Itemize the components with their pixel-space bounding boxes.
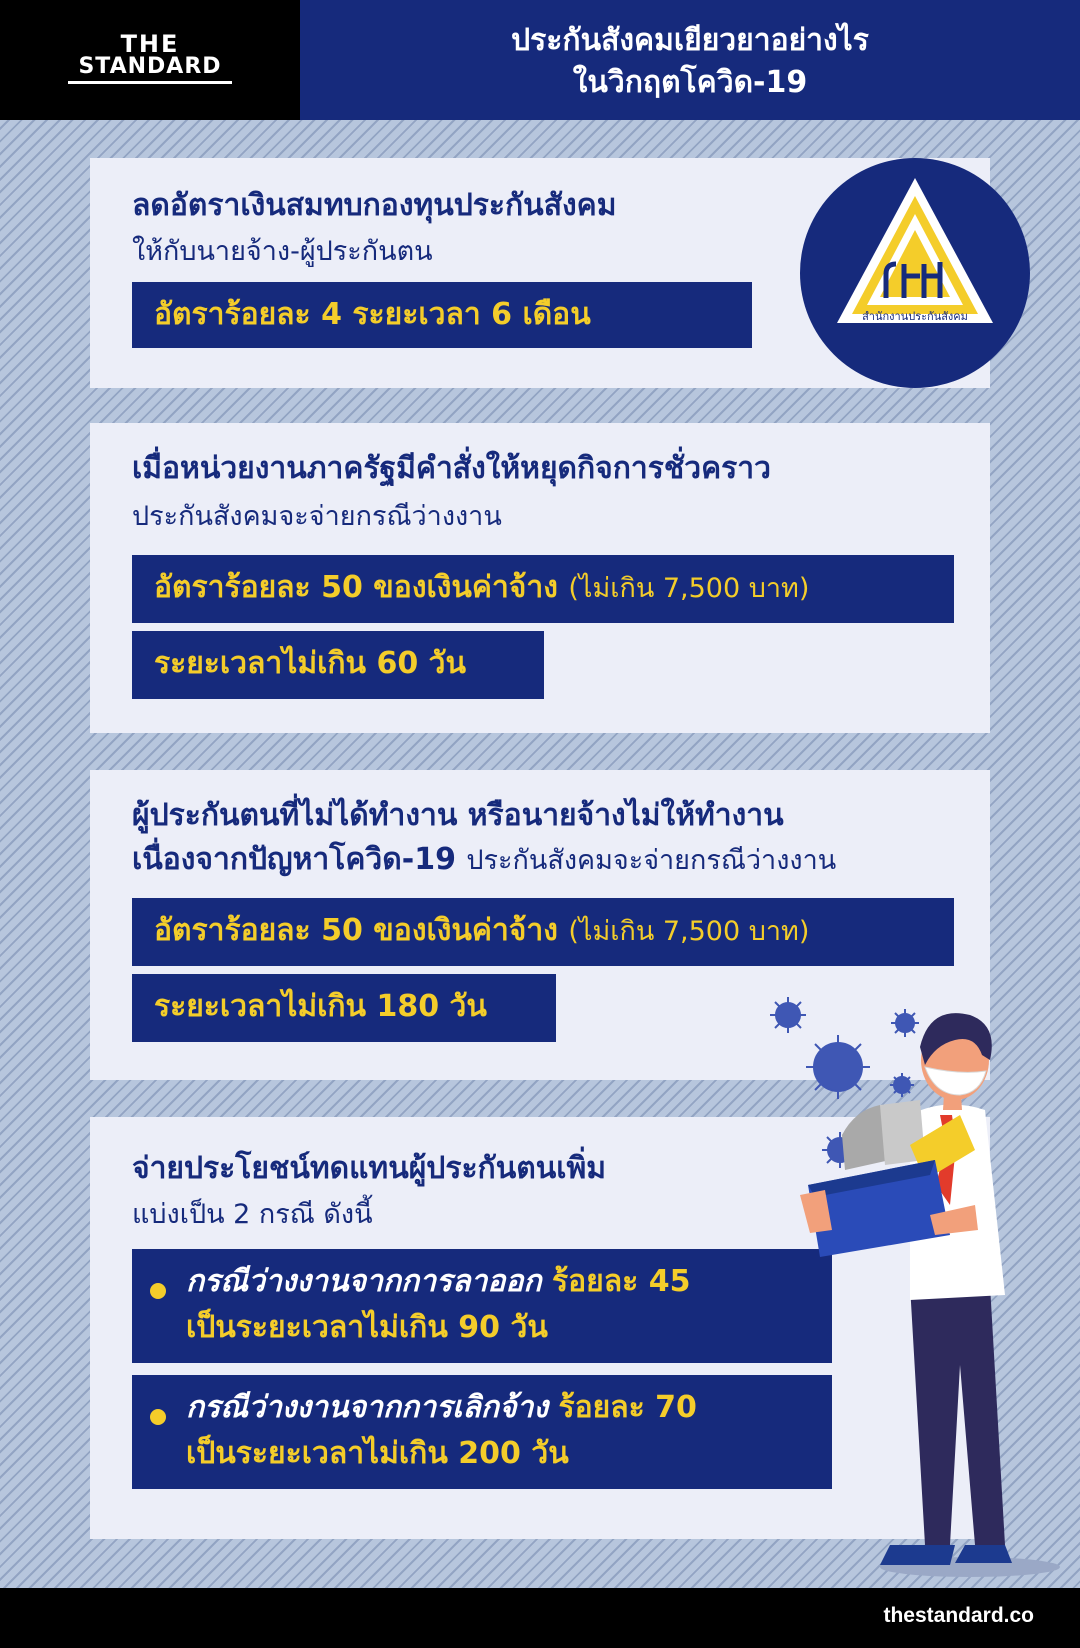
page-title <box>300 20 1080 104</box>
bullet-resignation <box>132 1249 832 1363</box>
logo-text-the: THE <box>120 30 180 58</box>
bullet-termination <box>132 1375 832 1489</box>
card2-rate-note: (ไม่เกิน 7,500 บาท) <box>568 573 810 604</box>
card2-heading: เมื่อหน่วยงานภาครัฐมีคำสั่งให้หยุดกิจการชั่วคราว <box>132 451 771 486</box>
card4-subheading: แบ่งเป็น 2 กรณี ดังนี้ <box>132 1199 373 1230</box>
card1-subheading: ให้กับนายจ้าง-ผู้ประกันตน <box>132 236 433 267</box>
card3-rate-note: (ไม่เกิน 7,500 บาท) <box>568 916 810 947</box>
bullet1-case: กรณีว่างงานจากการลาออก <box>186 1264 542 1299</box>
bullet-dot-icon <box>150 1409 166 1425</box>
the-standard-logo[interactable] <box>0 0 300 120</box>
card3-rate-bar <box>132 898 954 966</box>
card2-subheading: ประกันสังคมจะจ่ายกรณีว่างงาน <box>132 501 502 532</box>
card3-rate-main: อัตราร้อยละ 50 ของเงินค่าจ้าง <box>154 913 558 948</box>
card3-heading-bold: เนื่องจากปัญหาโควิด-19 <box>132 842 456 877</box>
card2-rate-bar <box>132 555 954 623</box>
card2-rate-main: อัตราร้อยละ 50 ของเงินค่าจ้าง <box>154 570 558 605</box>
card3-heading-line1: ผู้ประกันตนที่ไม่ได้ทำงาน หรือนายจ้างไม่ให้ทำงาน <box>132 798 784 833</box>
card4-heading: จ่ายประโยชน์ทดแทนผู้ประกันตนเพิ่ม <box>132 1151 607 1186</box>
sso-logo-caption: สำนักงานประกันสังคม <box>862 310 968 323</box>
footer-website-link[interactable]: thestandard.co <box>883 1604 1034 1627</box>
worker-with-box-illustration <box>760 985 1080 1585</box>
title-line-1: ประกันสังคมเยียวยาอย่างไร <box>511 23 869 58</box>
title-line-2: ในวิกฤตโควิด-19 <box>572 65 808 100</box>
card3-duration-bar: ระยะเวลาไม่เกิน 180 วัน <box>132 974 556 1042</box>
sso-logo-badge <box>800 158 1030 388</box>
bullet2-duration: เป็นระยะเวลาไม่เกิน 200 วัน <box>186 1436 569 1471</box>
virus-icon <box>891 1009 919 1037</box>
bullet1-line1 <box>186 1259 690 1305</box>
card1-rate-bar: อัตราร้อยละ 4 ระยะเวลา 6 เดือน <box>132 282 752 348</box>
card-temporary-closure <box>90 423 990 733</box>
title-banner <box>300 0 1080 120</box>
bullet2-line1 <box>186 1385 697 1431</box>
virus-icon <box>806 1035 870 1099</box>
header <box>0 0 1080 120</box>
bullet1-duration: เป็นระยะเวลาไม่เกิน 90 วัน <box>186 1310 548 1345</box>
bullet-dot-icon <box>150 1283 166 1299</box>
sso-logo-icon <box>800 158 1030 388</box>
card1-heading: ลดอัตราเงินสมทบกองทุนประกันสังคม <box>132 188 617 223</box>
bullet2-rate: ร้อยละ 70 <box>558 1390 697 1425</box>
virus-icon <box>770 997 806 1033</box>
bullet1-rate: ร้อยละ 45 <box>552 1264 691 1299</box>
virus-icon <box>890 1073 914 1097</box>
bullet2-case: กรณีว่างงานจากการเลิกจ้าง <box>186 1390 549 1425</box>
logo-text-standard: STANDARD <box>68 54 232 84</box>
card3-heading-line2 <box>132 838 836 883</box>
card3-heading-normal: ประกันสังคมจะจ่ายกรณีว่างงาน <box>466 845 837 876</box>
card2-duration-bar: ระยะเวลาไม่เกิน 60 วัน <box>132 631 544 699</box>
footer <box>0 1588 1080 1648</box>
